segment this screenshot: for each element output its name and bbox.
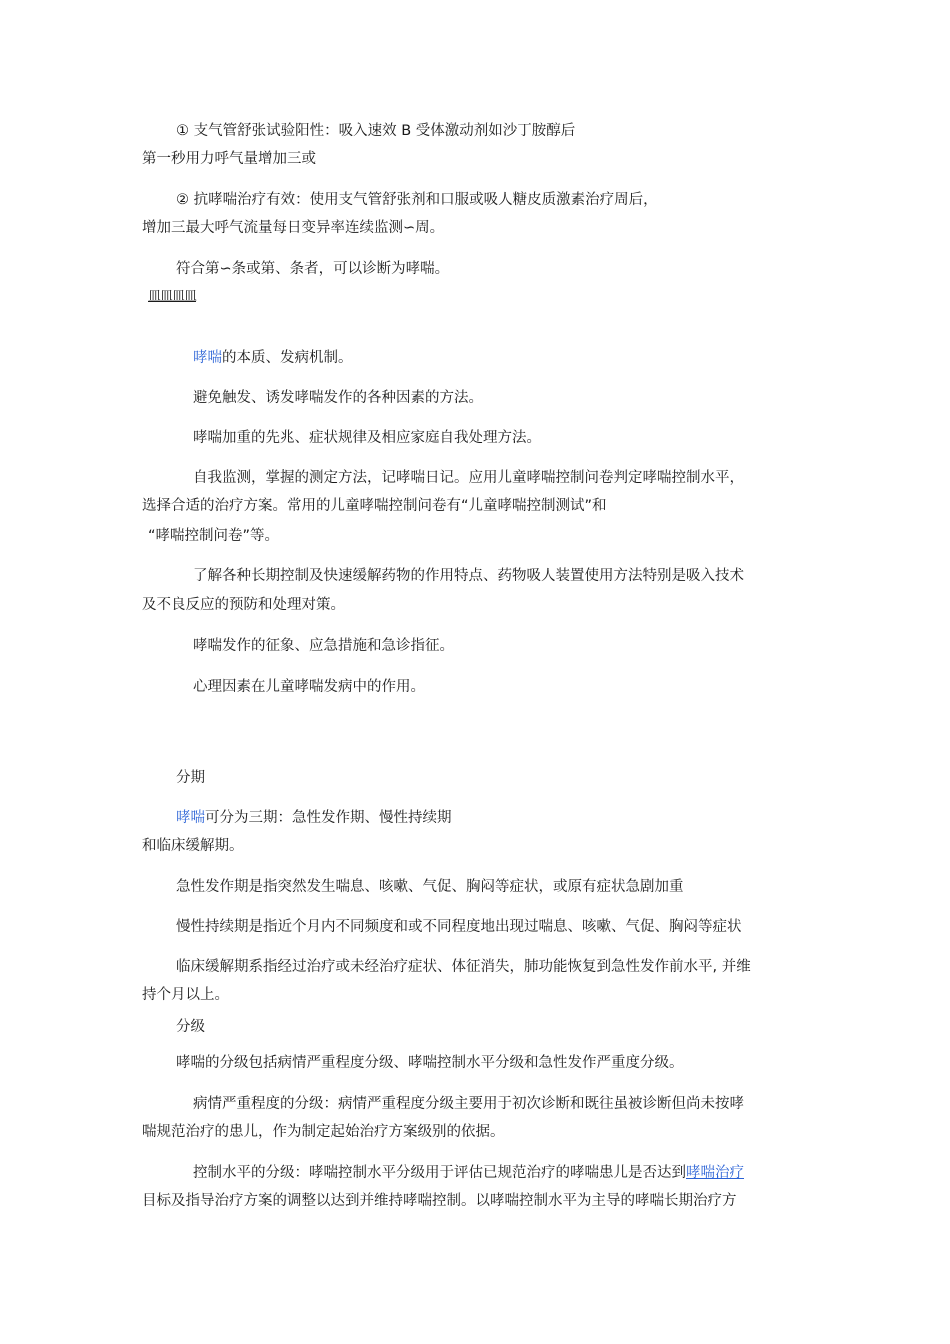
severity-grading-line1: 病情严重程度的分级：病情严重程度分级主要用于初次诊断和既往虽被诊断但尚未按哮	[193, 1096, 744, 1112]
education-item-7: 心理因素在儿童哮喘发病中的作用。	[193, 679, 425, 695]
criterion-2-line1: ② 抗哮喘治疗有效：使用支气管舒张剂和口服或吸人糖皮质激素治疗周后，	[176, 192, 658, 208]
grading-intro: 哮喘的分级包括病情严重程度分级、哮喘控制水平分级和急性发作严重度分级。	[176, 1055, 684, 1071]
staging-intro-line2: 和临床缓解期。	[142, 838, 244, 854]
education-item-4-line2: 选择合适的治疗方案。常用的儿童哮喘控制问卷有“儿童哮喘控制测试”和	[142, 498, 607, 514]
education-item-5-line2: 及不良反应的预防和处理对策。	[142, 597, 345, 613]
remission-phase-line2: 持个月以上。	[142, 987, 229, 1003]
education-item-1-text: 的本质、发病机制。	[222, 350, 353, 366]
remission-phase-line1: 临床缓解期系指经过治疗或未经治疗症状、体征消失，肺功能恢复到急性发作前水平, 并维	[176, 959, 751, 975]
chronic-phase-text: 慢性持续期是指近个月内不同频度和或不同程度地出现过喘息、咳嗽、气促、胸闷等症状	[176, 919, 742, 935]
severity-grading-line2: 喘规范治疗的患儿，作为制定起始治疗方案级别的依据。	[142, 1124, 505, 1140]
criterion-1-line1: ① 支气管舒张试验阳性：吸入速效 B 受体激动剂如沙丁胺醇后	[176, 123, 576, 139]
education-item-4-line3: “哮喘控制问卷”等。	[148, 528, 280, 544]
staging-heading: 分期	[176, 770, 205, 786]
education-item-3: 哮喘加重的先兆、症状规律及相应家庭自我处理方法。	[193, 430, 541, 446]
education-item-6: 哮喘发作的征象、应急措施和急诊指征。	[193, 638, 454, 654]
asthma-link[interactable]: 哮喘	[193, 350, 222, 366]
staging-intro	[176, 808, 452, 828]
asthma-link-2[interactable]: 哮喘	[176, 810, 205, 826]
asthma-treatment-link[interactable]: 哮喘治疗	[686, 1165, 744, 1181]
grading-heading: 分级	[176, 1019, 205, 1035]
staging-intro-text: 可分为三期：急性发作期、慢性持续期	[205, 810, 452, 826]
symbol-row: 皿皿皿皿	[148, 289, 197, 304]
criterion-2-line2: 增加三最大呼气流量每日变异率连续监测∽周。	[142, 220, 445, 236]
control-grading-text: 控制水平的分级：哮喘控制水平分级用于评估已规范治疗的哮喘患儿是否达到	[193, 1165, 686, 1181]
education-item-5-line1: 了解各种长期控制及快速缓解药物的作用特点、药物吸人装置使用方法特别是吸入技术	[193, 568, 744, 584]
education-item-4-line1: 自我监测，掌握的测定方法，记哮喘日记。应用儿童哮喘控制问卷判定哮喘控制水平，	[193, 470, 744, 486]
control-grading-line2: 目标及指导治疗方案的调整以达到并维持哮喘控制。以哮喘控制水平为主导的哮喘长期治疗方	[142, 1193, 737, 1209]
criterion-1-line2: 第一秒用力呼气量增加三或	[142, 151, 316, 167]
acute-phase-text: 急性发作期是指突然发生喘息、咳嗽、气促、胸闷等症状，或原有症状急剧加重	[176, 879, 684, 895]
education-item-2: 避免触发、诱发哮喘发作的各种因素的方法。	[193, 390, 483, 406]
education-item-1	[193, 348, 353, 368]
diagnosis-conclusion: 符合第∽条或第、条者，可以诊断为哮喘。	[176, 261, 450, 277]
control-grading-line1	[193, 1163, 744, 1183]
